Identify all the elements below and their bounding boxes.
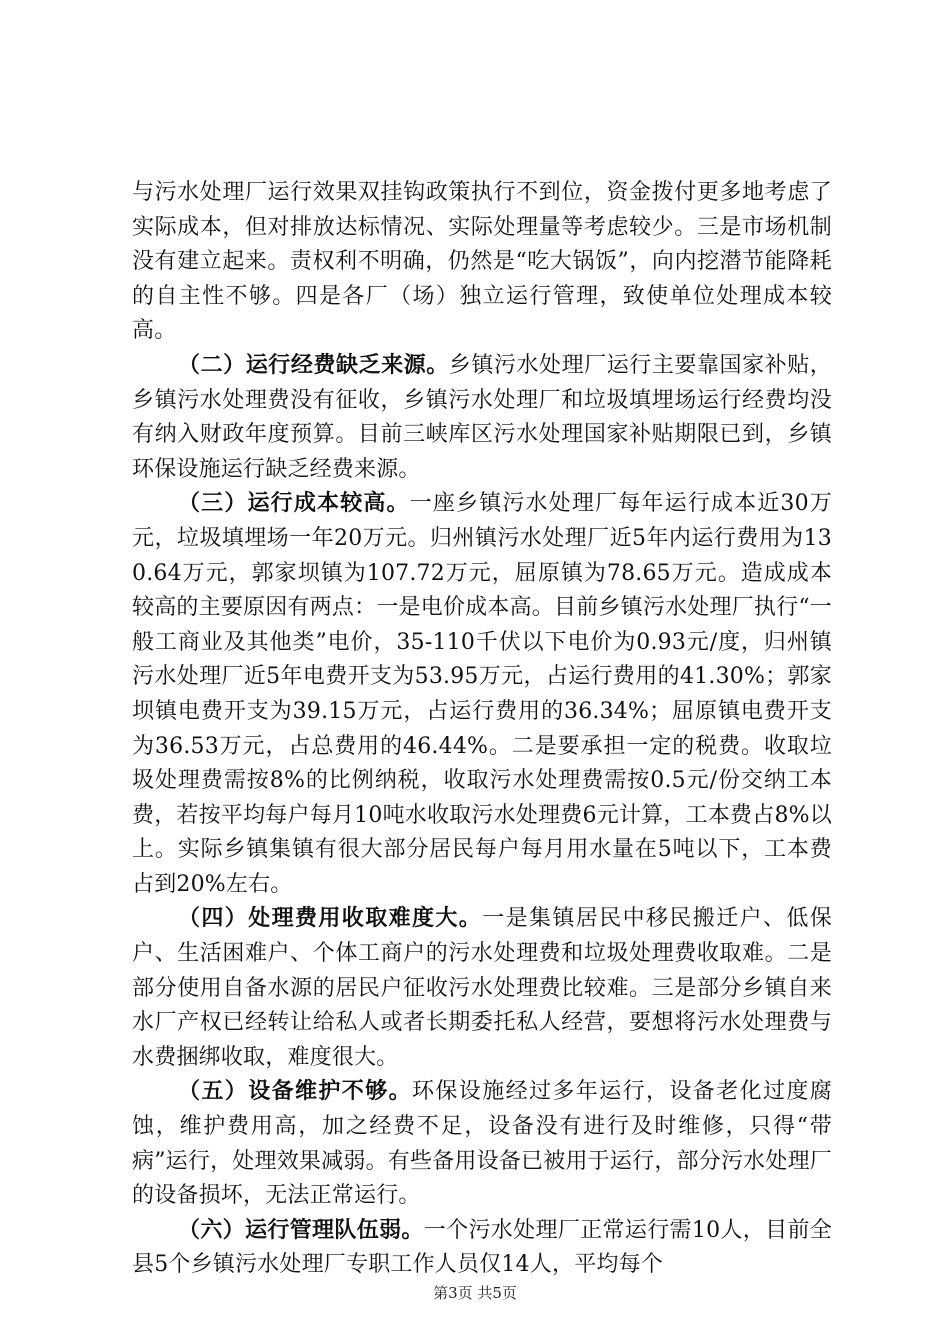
paragraph-text: 一个污水处理厂正常运行需10人，目前全县5个乡镇污水处理厂专职工作人员仅14人，平均每个 bbox=[132, 1217, 833, 1278]
page-footer bbox=[0, 1282, 950, 1303]
section-heading: （四）处理费用收取难度大。 bbox=[178, 906, 483, 932]
paragraph-text: 一是集镇居民中移民搬迁户、低保户、生活困难户、个体工商户的污水处理费和垃圾处理费收取难。二是部分使用自备水源的居民户征收污水处理费比较难。三是部分乡镇自来水厂产权已经转让给私人或者长期委托私人经营，要想将污水处理费与水费捆绑收取，难度很大。 bbox=[132, 906, 832, 1070]
paragraph-text: 一座乡镇污水处理厂每年运行成本近30万元，垃圾填埋场一年20万元。归州镇污水处理厂近5年内运行费用为130.64万元，郭家坝镇为107.72万元，屈原镇为78.65万元。造成成本较高的主要原因有两点：一是电价成本高。目前乡镇污水处理厂执行“一般工商业及其他类”电价，35-110千伏以下电价为0.93元/度，归州镇污水处理厂近5年电费开支为53.95万元，占运行费用的41.30%；郭家坝镇电费开支为39.15万元，占运行费用的36.34%；屈原镇电费开支为36.53万元，占总费用的46.44%。二是要承担一定的税费。收取垃圾处理费需按8%的比例纳税，收取污水处理费需按0.5元/份交纳工本费，若按平均每户每月10吨水收取污水处理费6元计算，工本费占8%以上。实际乡镇集镇有很大部分居民每户每月用水量在5吨以下，工本费占到20%左右。 bbox=[132, 491, 832, 897]
paragraph-text: 环保设施经过多年运行，设备老化过度腐蚀，维护费用高，加之经费不足，设备没有进行及时维修，只得“带病”运行，处理效果减弱。有些备用设备已被用于运行，部分污水处理厂的设备损坏，无法正常运行。 bbox=[132, 1079, 832, 1209]
section-heading: （六）运行管理队伍弱。 bbox=[178, 1217, 424, 1243]
paragraph-funding bbox=[132, 349, 832, 487]
paragraph-maintenance bbox=[132, 1075, 832, 1213]
paragraph-costs bbox=[132, 487, 832, 902]
paragraph-continuation bbox=[132, 176, 832, 349]
paragraph-fee-collection bbox=[132, 902, 832, 1075]
section-heading: （五）设备维护不够。 bbox=[178, 1079, 412, 1105]
paragraph-staffing bbox=[132, 1214, 832, 1283]
section-heading: （二）运行经费缺乏来源。 bbox=[178, 352, 449, 378]
paragraph-text: 乡镇污水处理厂运行主要靠国家补贴，乡镇污水处理费没有征收，乡镇污水处理厂和垃圾填埋场运行经费均没有纳入财政年度预算。目前三峡库区污水处理国家补贴期限已到，乡镇环保设施运行缺乏经费来源。 bbox=[132, 352, 833, 482]
section-heading: （三）运行成本较高。 bbox=[178, 491, 410, 517]
page-number: 第3页 共5页 bbox=[433, 1284, 517, 1302]
paragraph-text: 与污水处理厂运行效果双挂钩政策执行不到位，资金拨付更多地考虑了实际成本，但对排放达标情况、实际处理量等考虑较少。三是市场机制没有建立起来。责权利不明确，仍然是“吃大锅饭”，向内挖潜节能降耗的自主性不够。四是各厂（场）独立运行管理，致使单位处理成本较高。 bbox=[132, 180, 832, 344]
document-body bbox=[132, 176, 832, 1283]
